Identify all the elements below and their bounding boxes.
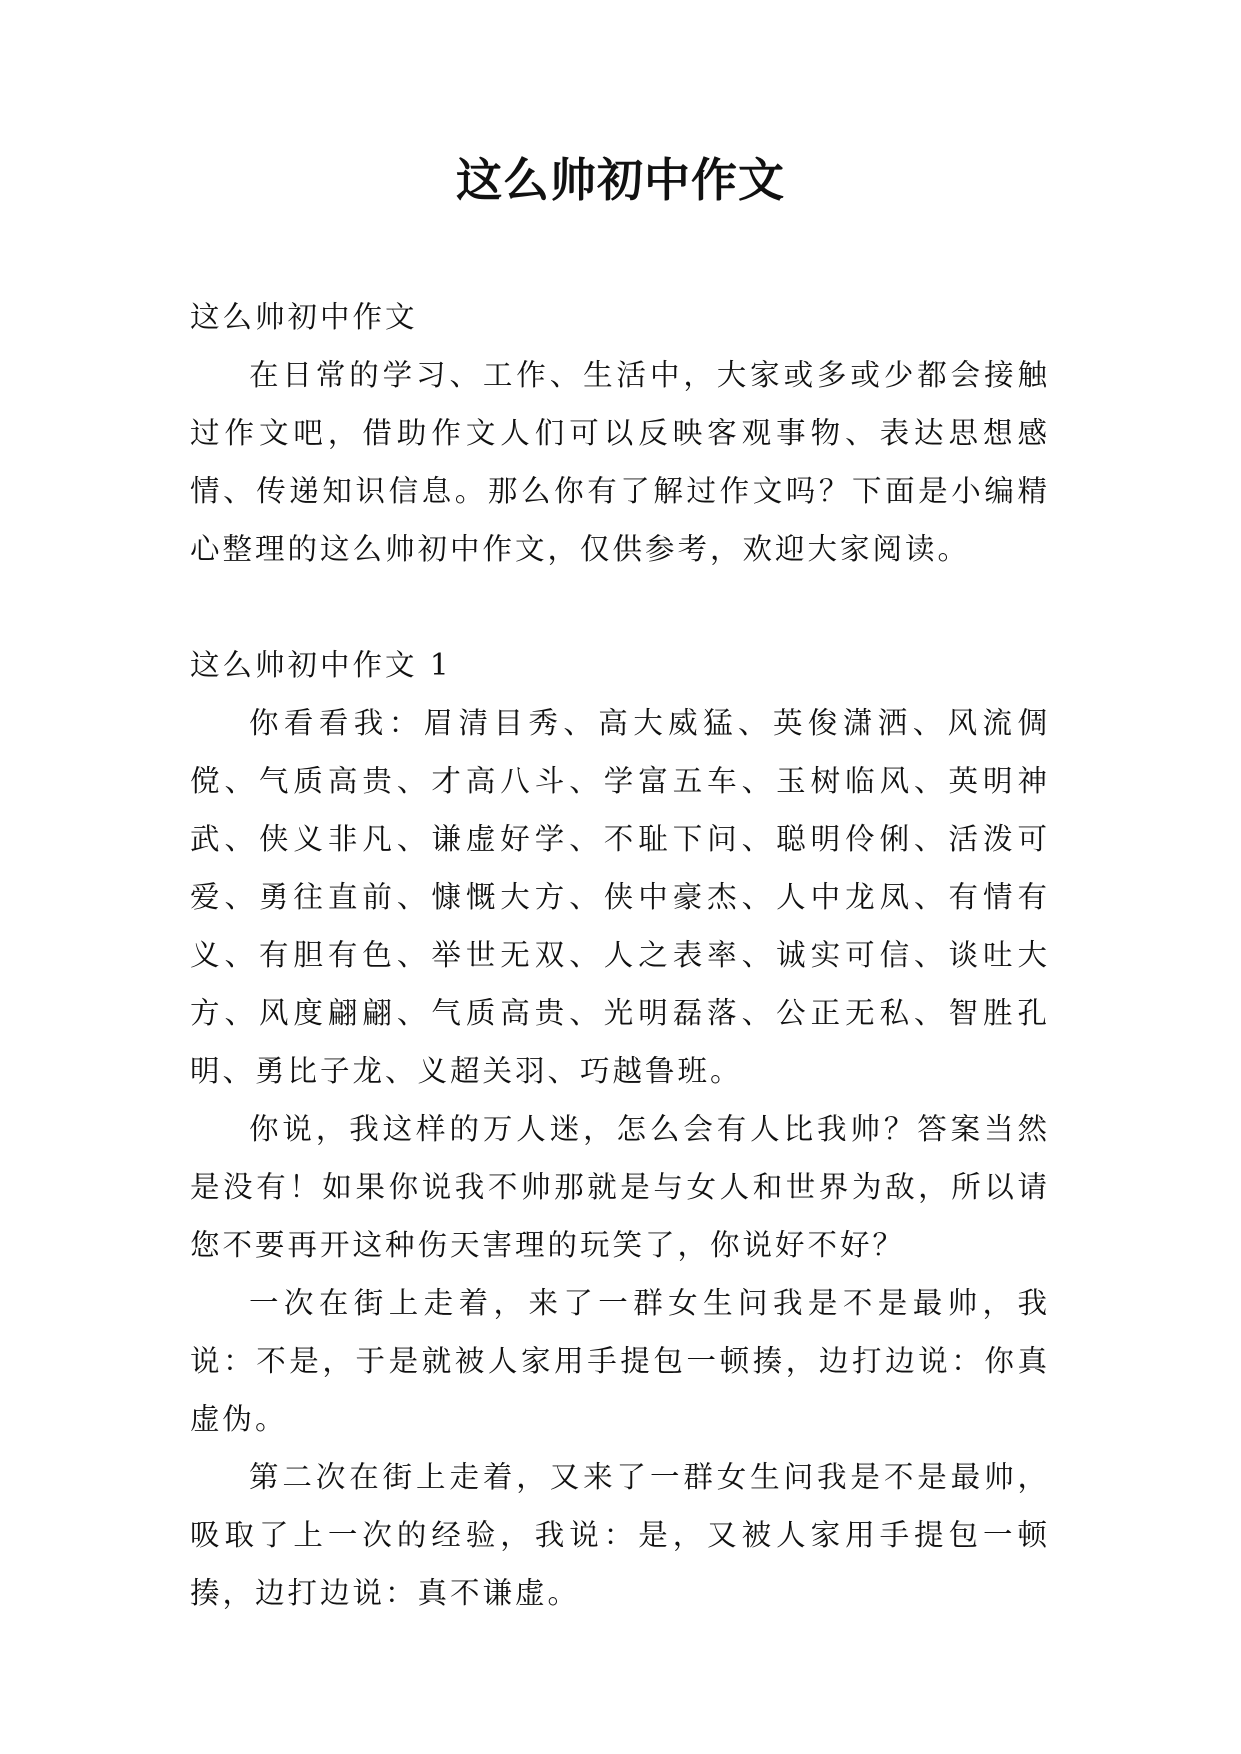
body-paragraph: 一次在街上走着，来了一群女生问我是不是最帅，我说：不是，于是就被人家用手提包一顿揍，边打边说：你真虚伪。 — [190, 1286, 1050, 1436]
section-spacer — [190, 578, 1050, 636]
body-paragraph: 第二次在街上走着，又来了一群女生问我是不是最帅，吸取了上一次的经验，我说：是，又被人家用手提包一顿揍，边打边说：真不谦虚。 — [190, 1460, 1050, 1610]
section-heading: 这么帅初中作文 1 — [190, 648, 452, 682]
intro-paragraph: 在日常的学习、工作、生活中，大家或多或少都会接触过作文吧，借助作文人们可以反映客观事物、表达思想感情、传递知识信息。那么你有了解过作文吗？下面是小编精心整理的这么帅初中作文，仅供参考，欢迎大家阅读。 — [190, 358, 1050, 566]
body-paragraph: 你看看我：眉清目秀、高大威猛、英俊潇洒、风流倜傥、气质高贵、才高八斗、学富五车、玉树临风、英明神武、侠义非凡、谦虚好学、不耻下问、聪明伶俐、活泼可爱、勇往直前、慷慨大方、侠中豪杰、人中龙凤、有情有义、有胆有色、举世无双、人之表率、诚实可信、谈吐大方、风度翩翩、气质高贵、光明磊落、公正无私、智胜孔明、勇比子龙、义超关羽、巧越鲁班。 — [190, 706, 1050, 1088]
document-body — [190, 288, 1050, 1622]
document-title: 这么帅初中作文 — [456, 153, 785, 207]
body-paragraph: 你说，我这样的万人迷，怎么会有人比我帅？答案当然是没有！如果你说我不帅那就是与女人和世界为敌，所以请您不要再开这种伤天害理的玩笑了，你说好不好？ — [190, 1112, 1050, 1262]
intro-heading: 这么帅初中作文 — [190, 300, 418, 334]
